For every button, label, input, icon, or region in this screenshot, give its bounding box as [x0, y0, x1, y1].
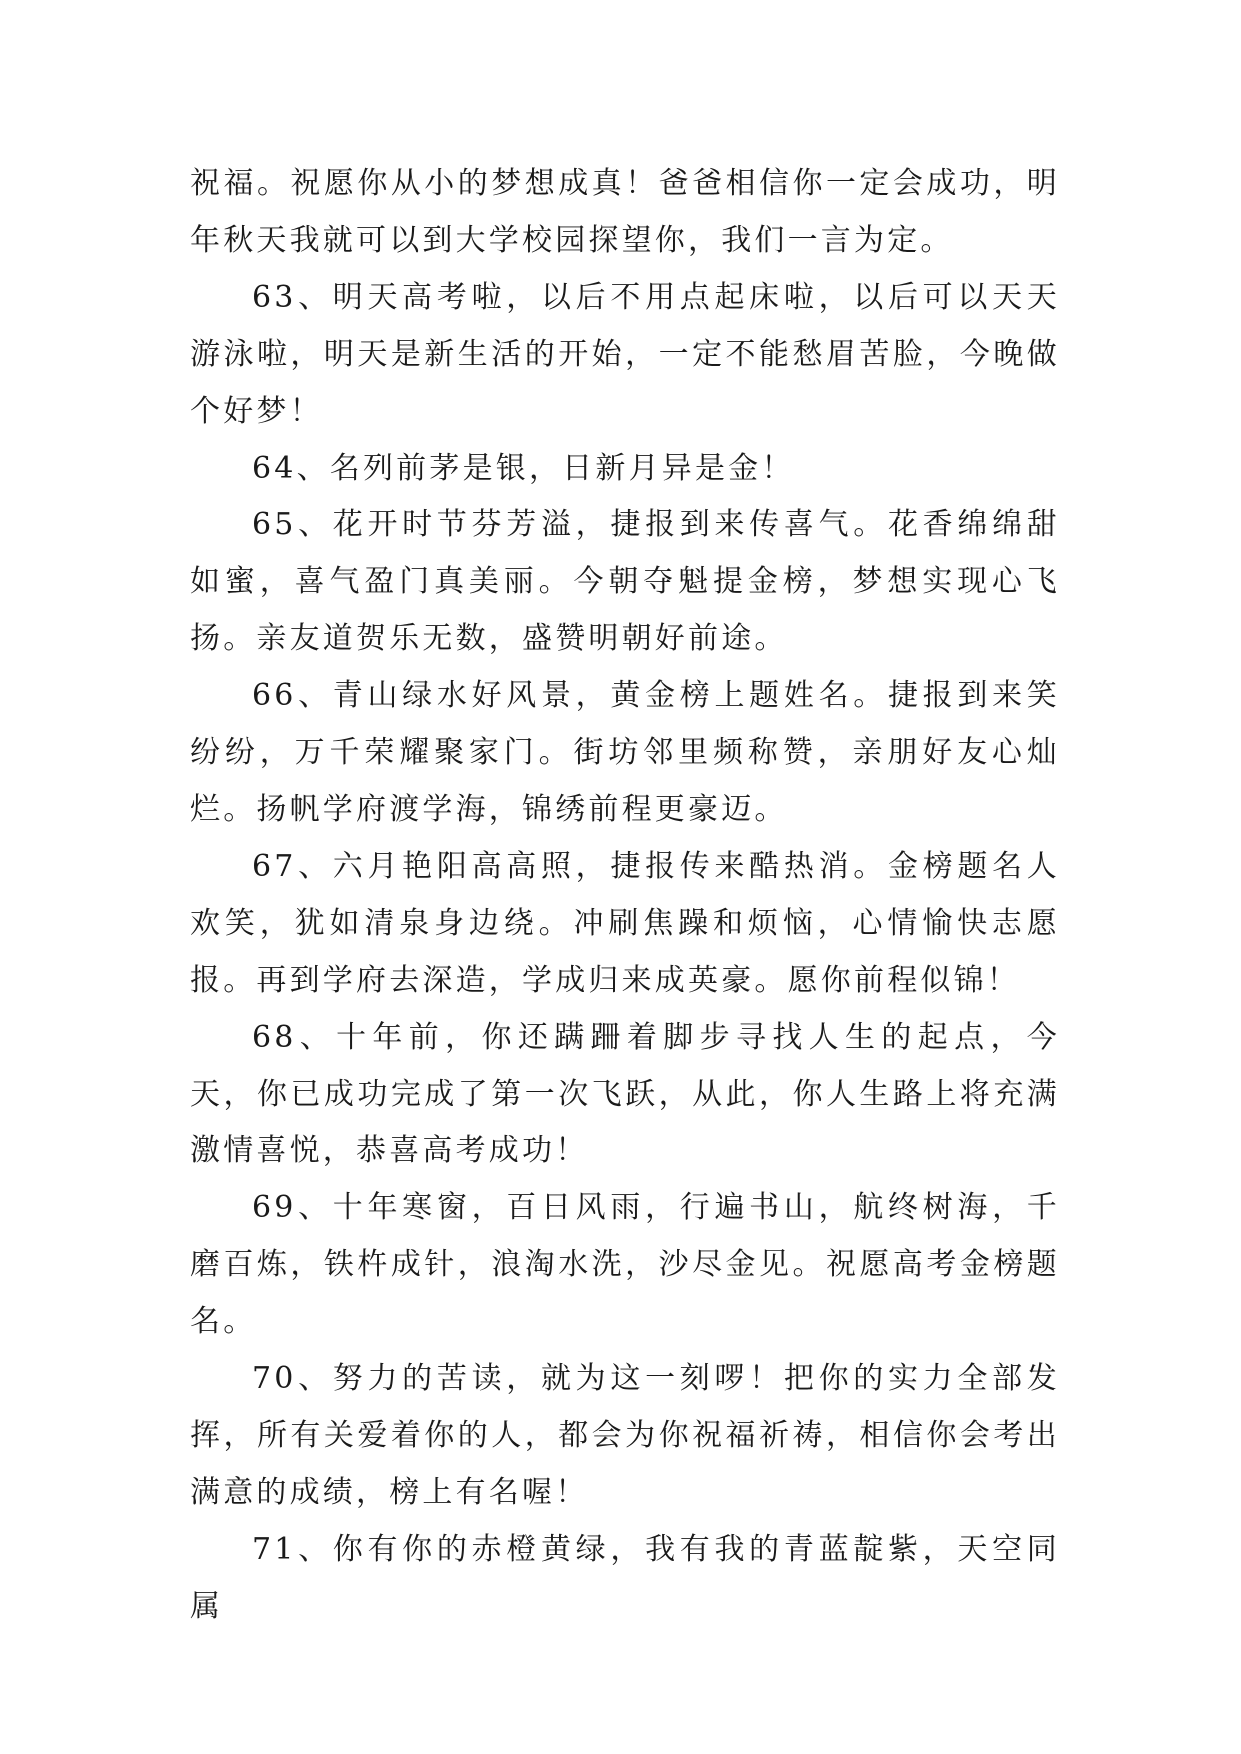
- paragraph: 63、明天高考啦，以后不用点起床啦，以后可以天天游泳啦，明天是新生活的开始，一定不能愁眉苦脸，今晚做个好梦！: [190, 279, 1060, 429]
- paragraph: 70、努力的苦读，就为这一刻啰！把你的实力全部发挥，所有关爱着你的人，都会为你祝福祈祷，相信你会考出满意的成绩，榜上有名喔！: [190, 1361, 1060, 1510]
- paragraph: 68、十年前，你还蹒跚着脚步寻找人生的起点，今天，你已成功完成了第一次飞跃，从此，你人生路上将充满激情喜悦，恭喜高考成功！: [190, 1019, 1060, 1169]
- document-body: [190, 156, 1060, 1636]
- paragraph: 65、花开时节芬芳溢，捷报到来传喜气。花香绵绵甜如蜜，喜气盈门真美丽。今朝夺魁提金榜，梦想实现心飞扬。亲友道贺乐无数，盛赞明朝好前途。: [190, 507, 1060, 657]
- paragraph: 66、青山绿水好风景，黄金榜上题姓名。捷报到来笑纷纷，万千荣耀聚家门。街坊邻里频称赞，亲朋好友心灿烂。扬帆学府渡学海，锦绣前程更豪迈。: [190, 678, 1060, 827]
- paragraph: 64、名列前茅是银，日新月异是金！: [252, 450, 795, 486]
- paragraph: 69、十年寒窗，百日风雨，行遍书山，航终树海，千磨百炼，铁杵成针，浪淘水洗，沙尽金见。祝愿高考金榜题名。: [190, 1190, 1060, 1340]
- paragraph: 67、六月艳阳高高照，捷报传来酷热消。金榜题名人欢笑，犹如清泉身边绕。冲刷焦躁和烦恼，心情愉快志愿报。再到学府去深造，学成归来成英豪。愿你前程似锦！: [190, 848, 1060, 998]
- paragraph: 71、你有你的赤橙黄绿，我有我的青蓝靛紫，天空同属: [190, 1531, 1060, 1624]
- paragraph: 祝福。祝愿你从小的梦想成真！爸爸相信你一定会成功，明年秋天我就可以到大学校园探望你，我们一言为定。: [190, 166, 1060, 258]
